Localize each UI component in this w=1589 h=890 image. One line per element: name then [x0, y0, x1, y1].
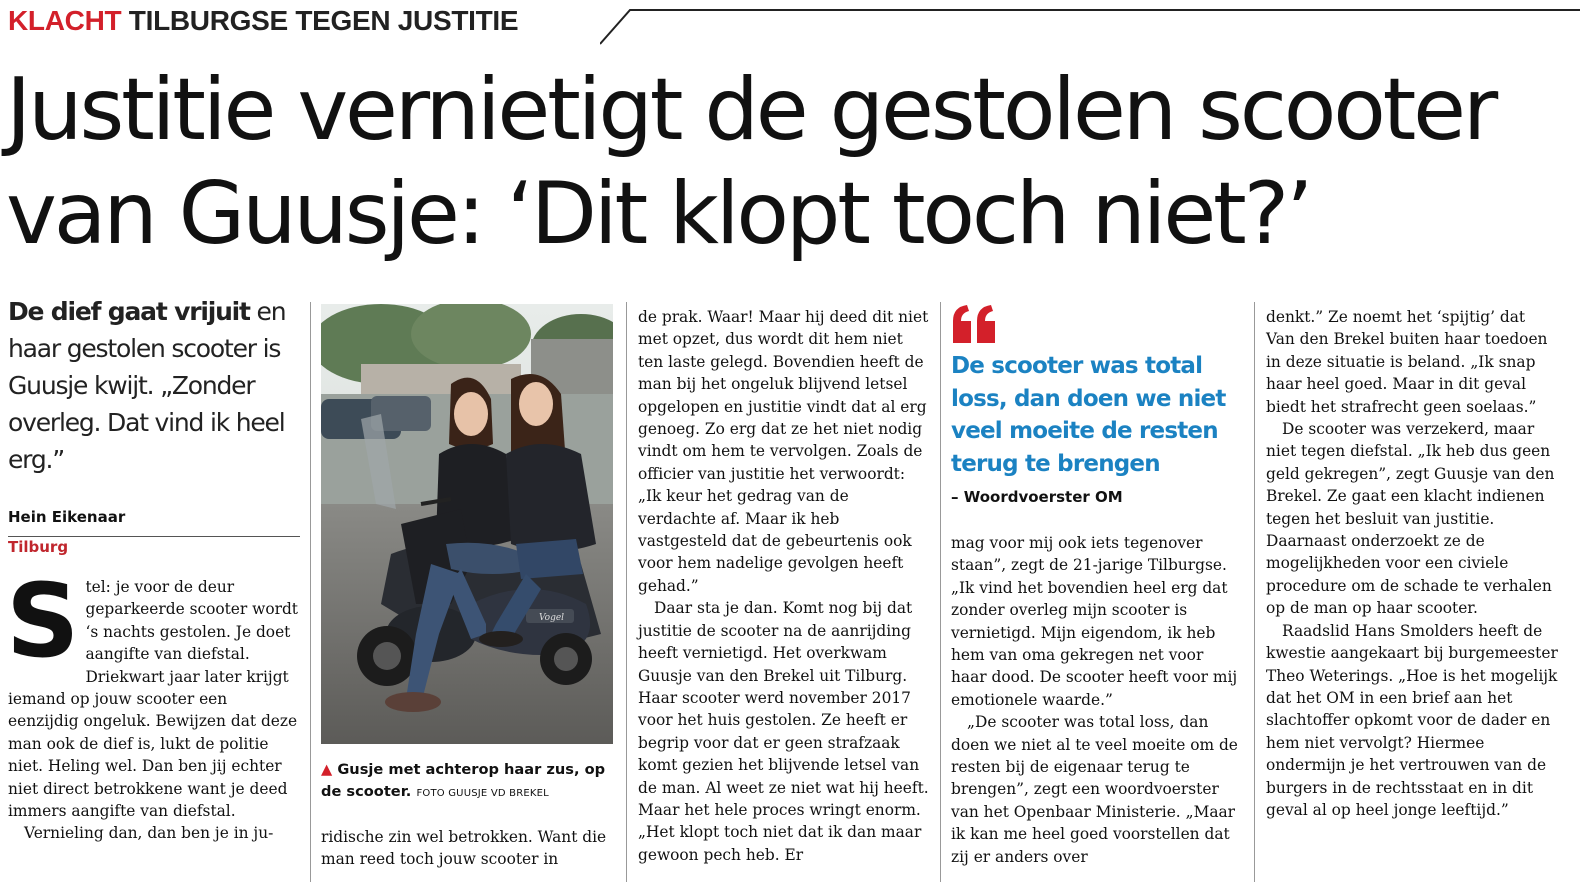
column-5: [1266, 306, 1558, 821]
column-rule: [940, 302, 941, 882]
intro-rest: en haar gestolen scooter is Guusje kwijt. „Zonder overleg. Dat vind ik heel erg.”: [8, 297, 286, 474]
column-rule: [1254, 302, 1255, 882]
kicker-divider: [600, 0, 1580, 46]
drop-cap: S: [6, 562, 80, 681]
intro-text: [8, 293, 306, 478]
column-4: [951, 532, 1243, 868]
byline-place: Tilburg: [8, 538, 69, 556]
paragraph: „De scooter was total loss, dan doen we niet al te veel moeite om de resten bij de eigenaar terug te brengen”, zegt een woordvoerster van het Openbaar Ministerie. „Maar ik kan me heel goed voorstellen dat zij er anders over: [951, 713, 1238, 866]
quote-mark-icon: [951, 303, 999, 345]
column-rule: [626, 302, 627, 882]
column-2: [321, 826, 613, 871]
kicker-topic: TILBURGSE TEGEN JUSTITIE: [128, 5, 519, 36]
caption-triangle-icon: ▲: [321, 761, 333, 778]
headline: [6, 58, 1566, 266]
pull-quote: De scooter was total loss, dan doen we niet veel moeite de resten terug te brengen: [951, 353, 1226, 477]
paragraph: Raadslid Hans Smolders heeft de kwestie aangekaart bij burgemeester Theo Weterings. „Hoe is het mogelijk dat het OM in een brief aan het slachtoffer opkomt voor de dader en hem niet vervolgt? Hiermee ondermijn je het vertrouwen van de burgers in de rechtsstaat en in dit geval al op heel jonge leeftijd.”: [1266, 621, 1558, 819]
photo-caption: [321, 759, 617, 805]
scooter-badge: Vogel: [539, 613, 565, 623]
paragraph: mag voor mij ook iets tegenover staan”, zegt de 21-jarige Tilburgse. „Ik vind het bovendien heel erg dat zonder overleg mijn scooter is vernietigd. Mijn eigendom, ik heb hem van oma gekregen net voor haar dood. De scooter heeft voor mij emotionele waarde.”: [951, 534, 1238, 709]
paragraph: Vernieling dan, dan ben je in ju-: [24, 824, 274, 843]
column-1: [6, 562, 300, 845]
column-3: [638, 306, 930, 866]
photo-credit: FOTO GUUSJE VD BREKEL: [416, 788, 549, 799]
photo: [321, 304, 613, 744]
headline-line-2: van Guusje: ‘Dit klopt toch niet?’: [6, 164, 1311, 264]
paragraph: ridische zin wel betrokken. Want die man reed toch jouw scooter in: [321, 828, 607, 869]
column-rule: [310, 302, 311, 882]
byline-author: Hein Eikenaar: [8, 508, 126, 526]
paragraph: Daar sta je dan. Komt nog bij dat justitie de scooter na de aanrijding heeft vernietigd. Het overkwam Guusje van den Brekel uit Tilburg. Haar scooter werd november 2017 voor het huis gestolen. Ze heeft er begrip voor dat er geen strafzaak komt gezien het blijvende letsel van de man. Al weet ze niet wat hij heeft. Maar het hele proces wringt enorm. „Het klopt toch niet dat ik dan maar gewoon pech heb. Er: [638, 599, 929, 864]
paragraph: denkt.” Ze noemt het ‘spijtig’ dat Van den Brekel buiten haar toedoen in deze situatie is beland. „Ik snap haar heel goed. Maar in dit geval biedt het strafrecht geen soelaas.”: [1266, 308, 1548, 416]
paragraph: de prak. Waar! Maar hij deed dit niet met opzet, dus wordt dit hem niet ten laste gelegd. Bovendien heeft de man bij het ongeluk blijvend letsel opgelopen en justitie vindt dat al erg genoeg. Zo erg dat ze het niet nodig vindt om hem te vervolgen. Zoals de officier van justitie het verwoordt: „Ik keur het gedrag van de verdachte af. Maar ik heb vastgesteld dat de gebeurtenis ook voor hem nadelige gevolgen heeft gehad.”: [638, 308, 929, 595]
paragraph: tel: je voor de deur geparkeerde scooter wordt ‘s nachts gestolen. Je doet aangifte van diefstal. Driekwart jaar later krijgt iemand op jouw scooter een eenzijdig ongeluk. Bewijzen dat deze man ook de dief is, lukt de politie niet. Heling wel. Dan ben jij echter niet direct betrokkene want je deed immers aangifte van diefstal.: [8, 578, 298, 821]
byline-divider: [8, 536, 300, 537]
kicker-label: KLACHT: [8, 5, 122, 36]
caption-text: Gusje met achterop haar zus, op de scooter.: [321, 761, 606, 800]
intro-bold: De dief gaat vrijuit: [8, 297, 250, 326]
headline-line-1: Justitie vernietigt de gestolen scooter: [6, 60, 1496, 160]
paragraph: De scooter was verzekerd, maar niet tegen diefstal. „Ik heb dus geen geld gekregen”, zegt Guusje van den Brekel. Ze gaat een klacht indienen tegen het besluit van justitie. Daarnaast onderzoekt ze de mogelijkheden voor een civiele procedure om de schade te verhalen op de man op haar scooter.: [1266, 420, 1555, 618]
kicker: [8, 2, 518, 42]
pull-quote-source: – Woordvoerster OM: [951, 488, 1123, 506]
